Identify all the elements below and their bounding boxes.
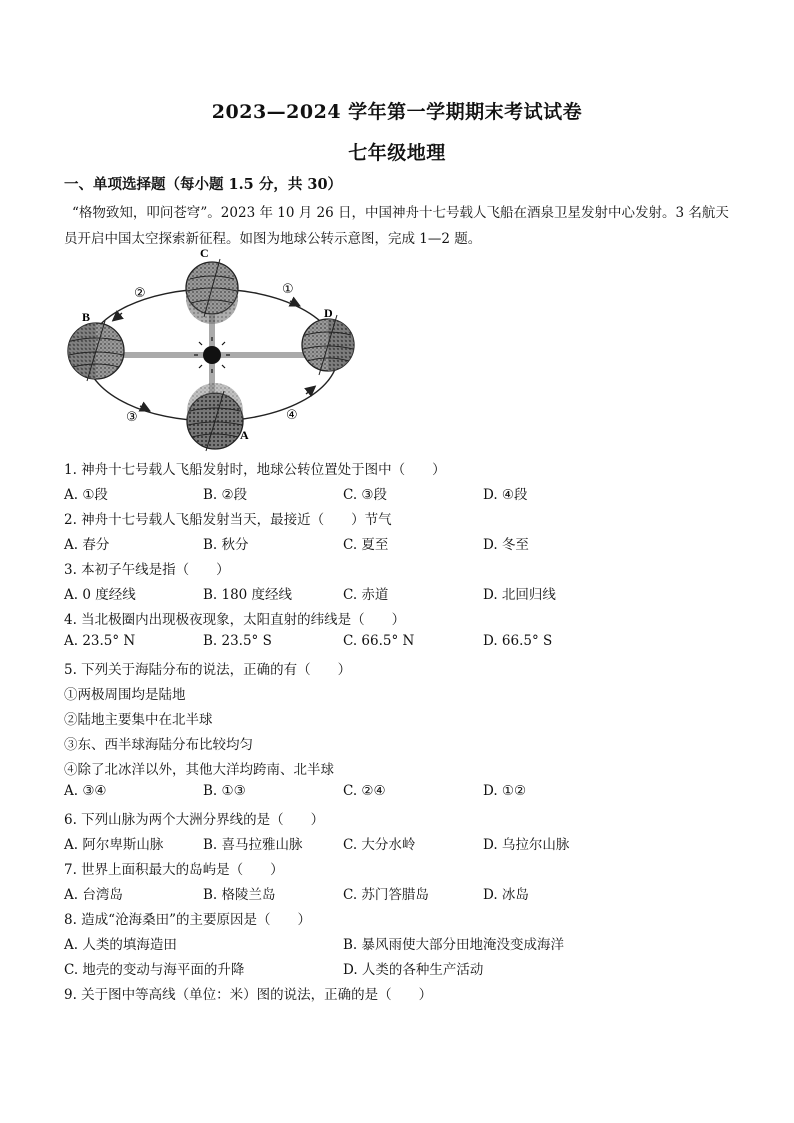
q4-option-d[interactable]: D. 66.5° S — [483, 633, 553, 649]
section-heading: 一、单项选择题（每小题 1.5 分，共 30） — [64, 176, 343, 193]
q5-option-b[interactable]: B. ①③ — [203, 783, 246, 799]
q5-statement-1: ①两极周围均是陆地 — [64, 687, 186, 703]
question-6: 6. 下列山脉为两个大洲分界线的是（ ） — [64, 812, 325, 828]
segment-3: ③ — [126, 410, 138, 425]
exam-title: 2023—2024 学年第一学期期末考试试卷 — [211, 101, 583, 123]
intro-text-line-1: “格物致知，叩问苍穹”。2023 年 10 月 26 日，中国神舟十七号载人飞船在酒泉卫星发射中心发射。3 名航天 — [72, 205, 729, 221]
q5-option-c[interactable]: C. ②④ — [343, 783, 386, 799]
orbit-arrow — [140, 406, 146, 409]
intro-text-line-2: 员开启中国太空探索新征程。如图为地球公转示意图，完成 1—2 题。 — [64, 231, 482, 247]
q5-statement-2: ②陆地主要集中在北半球 — [64, 712, 213, 728]
q8-option-c[interactable]: C. 地壳的变动与海平面的升降 — [64, 962, 245, 978]
q2-option-d[interactable]: D. 冬至 — [483, 537, 529, 553]
question-2: 2. 神舟十七号载人飞船发射当天，最接近（ ）节气 — [64, 512, 392, 528]
question-1: 1. 神舟十七号载人飞船发射时，地球公转位置处于图中（ ） — [64, 462, 446, 478]
q2-option-c[interactable]: C. 夏至 — [343, 537, 389, 553]
question-7: 7. 世界上面积最大的岛屿是（ ） — [64, 862, 284, 878]
q6-option-a[interactable]: A. 阿尔卑斯山脉 — [64, 837, 164, 853]
question-4: 4. 当北极圈内出现极夜现象，太阳直射的纬线是（ ） — [64, 612, 406, 628]
q4-option-b[interactable]: B. 23.5° S — [203, 633, 272, 649]
exam-subtitle: 七年级地理 — [348, 142, 446, 164]
segment-1: ① — [282, 282, 294, 297]
q5-statement-3: ③东、西半球海陆分布比较均匀 — [64, 737, 253, 753]
segment-4: ④ — [286, 408, 298, 423]
orbit-arrow — [306, 389, 312, 394]
label-c: C — [200, 246, 209, 260]
segment-2: ② — [134, 286, 146, 301]
q3-option-d[interactable]: D. 北回归线 — [483, 587, 556, 603]
q6-option-c[interactable]: C. 大分水岭 — [343, 837, 416, 853]
question-3: 3. 本初子午线是指（ ） — [64, 562, 230, 578]
earth-position-d — [302, 315, 354, 375]
q8-option-a[interactable]: A. 人类的填海造田 — [64, 937, 177, 953]
q7-option-c[interactable]: C. 苏门答腊岛 — [343, 887, 429, 903]
q6-option-b[interactable]: B. 喜马拉雅山脉 — [203, 837, 303, 853]
label-a: A — [240, 428, 249, 442]
earth-position-a — [187, 383, 243, 451]
question-5: 5. 下列关于海陆分布的说法，正确的有（ ） — [64, 662, 352, 678]
q1-option-a[interactable]: A. ①段 — [64, 487, 108, 503]
q4-option-a[interactable]: A. 23.5° N — [64, 633, 136, 649]
q1-option-c[interactable]: C. ③段 — [343, 487, 388, 503]
q2-option-a[interactable]: A. 春分 — [64, 537, 110, 553]
label-b: B — [82, 310, 91, 324]
q7-option-b[interactable]: B. 格陵兰岛 — [203, 887, 276, 903]
q3-option-c[interactable]: C. 赤道 — [343, 587, 389, 603]
q6-option-d[interactable]: D. 乌拉尔山脉 — [483, 837, 570, 853]
question-8: 8. 造成“沧海桑田”的主要原因是（ ） — [64, 912, 311, 928]
q8-option-d[interactable]: D. 人类的各种生产活动 — [343, 962, 484, 978]
question-9: 9. 关于图中等高线（单位：米）图的说法，正确的是（ ） — [64, 987, 433, 1003]
q1-option-b[interactable]: B. ②段 — [203, 487, 248, 503]
earth-position-c — [186, 259, 238, 324]
q3-option-a[interactable]: A. 0 度经线 — [64, 587, 136, 603]
q7-option-a[interactable]: A. 台湾岛 — [64, 887, 123, 903]
q3-option-b[interactable]: B. 180 度经线 — [203, 587, 293, 603]
q1-option-d[interactable]: D. ④段 — [483, 487, 528, 503]
q5-statement-4: ④除了北冰洋以外，其他大洋均跨南、北半球 — [64, 762, 334, 778]
q2-option-b[interactable]: B. 秋分 — [203, 537, 249, 553]
q4-option-c[interactable]: C. 66.5° N — [343, 633, 415, 649]
q7-option-d[interactable]: D. 冰岛 — [483, 887, 529, 903]
orbit-arrow — [116, 313, 122, 318]
q5-option-d[interactable]: D. ①② — [483, 783, 527, 799]
q5-option-a[interactable]: A. ③④ — [64, 783, 107, 799]
earth-position-b — [68, 321, 124, 381]
q8-option-b[interactable]: B. 暴风雨使大部分田地淹没变成海洋 — [343, 937, 565, 953]
earth-revolution-diagram — [60, 243, 365, 453]
label-d: D — [324, 306, 333, 320]
